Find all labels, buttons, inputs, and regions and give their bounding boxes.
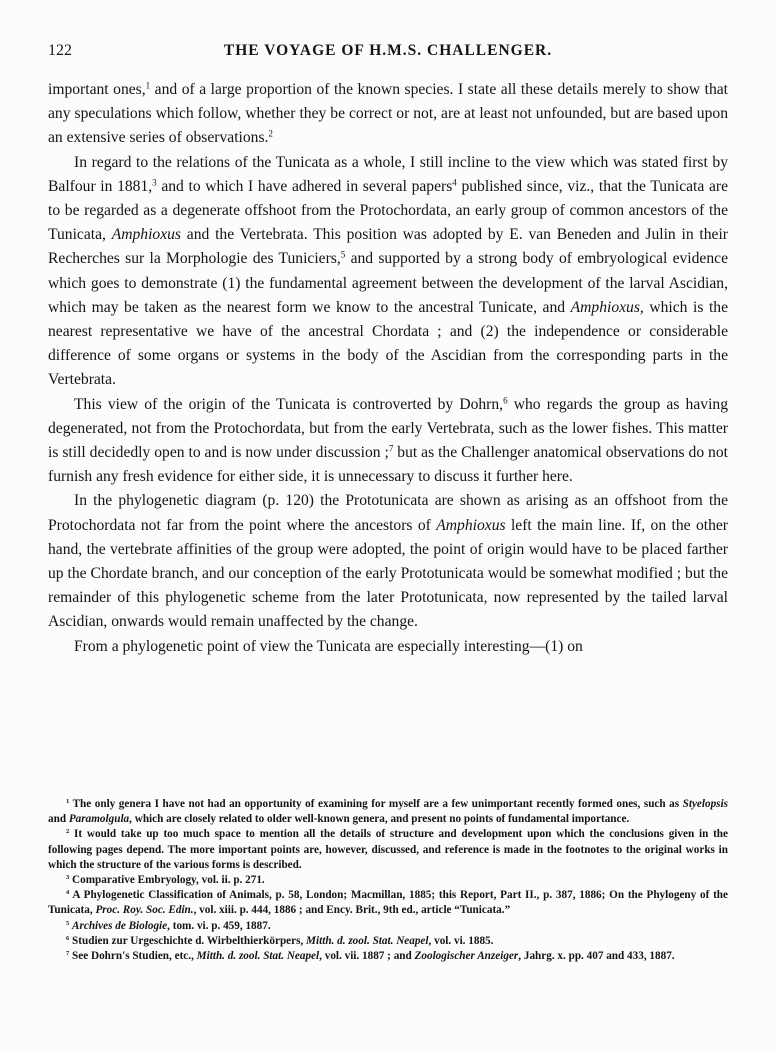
text-run: Comparative Embryology, vol. ii. p. 271. xyxy=(69,874,265,887)
text-run: and to which I have adhered in several papers xyxy=(156,177,453,195)
text-run: From a phylogenetic point of view the Tunicata are especially interesting—(1) on xyxy=(74,637,583,655)
text-run: In the phylogenetic diagram (p. 120) the Prototunicata are shown as arising as an offshoot from the Protochordata not far from the point where the ancestors of xyxy=(48,492,728,534)
text-run: and the Vertebrata. This position was adopted by E. van Beneden and Julin in their Recherches sur la Morphologie des Tuniciers, xyxy=(48,226,728,268)
main-text xyxy=(48,78,728,659)
note-marker: 5 xyxy=(66,919,70,927)
text-run: who regards the group as having degenerated, not from the Protochordata, but from the early Vertebrata, such as the lower fishes. This matter is still decidedly open to and is now under discussion ; xyxy=(48,395,728,462)
text-run: , Jahrg. x. pp. 407 and 433, 1887. xyxy=(518,950,675,963)
text-run: , vol. xiii. p. 444, 1886 ; and Ency. Brit., 9th ed., article “Tunicata.” xyxy=(193,904,511,917)
running-title: THE VOYAGE OF H.M.S. CHALLENGER. xyxy=(223,42,553,59)
paragraph xyxy=(48,635,728,659)
note-marker: 7 xyxy=(388,443,394,454)
text-run: In regard to the relations of the Tunicata as a whole, I still incline to the view which was stated first by Balfour in 1881, xyxy=(48,153,728,195)
note-marker: 1 xyxy=(66,797,70,805)
note-marker: 2 xyxy=(268,128,273,139)
text-run: A Phylogenetic Classification of Animals, p. 58, London; Macmillan, 1885; this Report, Part II., p. 387, 1886; On the Phylogeny of the Tunicata, xyxy=(48,889,728,917)
italic-text: Amphioxus, xyxy=(570,298,644,316)
text-run: , vol. vii. 1887 ; and xyxy=(319,950,415,963)
note-marker: 4 xyxy=(66,889,70,897)
footnote xyxy=(48,934,728,949)
italic-text: Amphioxus xyxy=(436,516,506,534)
footnote xyxy=(48,827,728,873)
italic-text: Mitth. d. zool. Stat. Neapel xyxy=(306,934,429,947)
italic-text: Styelopsis xyxy=(682,798,728,810)
text-run: and xyxy=(48,813,69,826)
note-marker: 4 xyxy=(452,177,457,188)
page-header xyxy=(48,42,728,66)
note-marker: 5 xyxy=(340,249,346,260)
text-run: left the main line. If, on the other hand, the vertebrate affinities of the group were adopted, the point of origin would have to be placed farther up the Chordate branch, and our conception of the early Prototunicata would be somewhat modified ; but the remainder of this phylogenetic scheme from the later Prototunicata, now represented by the tailed larval Ascidian, onwards would remain unaffected by the change. xyxy=(48,516,729,631)
text-run: It would take up too much space to mention all the details of structure and development upon which the conclusions given in the following pages depend. The more important points are, however, discussed, and reference is made in the footnotes to the original works in which the structure of the various forms is described. xyxy=(48,828,728,871)
note-marker: 1 xyxy=(145,80,151,91)
page-number: 122 xyxy=(48,42,72,59)
italic-text: Proc. Roy. Soc. Edin. xyxy=(95,904,194,917)
text-run: and of a large proportion of the known species. I state all these details merely to show that any speculations which follow, whether they be correct or not, are at least not unfounded, but are based upon an extensive series of observations. xyxy=(48,81,728,147)
paragraph xyxy=(48,151,728,393)
text-run: which is the nearest representative we have of the ancestral Chordata ; and (2) the independence or considerable difference of some organs or systems in the body of the Ascidian from the corresponding parts in the Vertebrata. xyxy=(48,298,728,389)
footnote xyxy=(48,949,728,964)
paragraph xyxy=(48,489,728,634)
italic-text: Archives de Biologie xyxy=(72,919,168,932)
footnote xyxy=(48,797,728,827)
paragraph xyxy=(48,78,728,151)
text-run: published since, viz., that the Tunicata are to be regarded as a degenerate offshoot from the Protochordata, an early group of common ancestors of the Tunicata, xyxy=(48,177,729,244)
paragraph xyxy=(48,393,728,490)
italic-text: Paramolgula xyxy=(68,813,130,826)
italic-text: Zoologischer Anzeiger xyxy=(414,950,519,963)
text-run: but as the Challenger anatomical observations do not furnish any fresh evidence for either side, it is unnecessary to discuss it further here. xyxy=(48,444,728,486)
italic-text: Amphioxus xyxy=(111,226,181,244)
text-run: Studien zur Urgeschichte d. Wirbelthierkörpers, xyxy=(69,934,307,947)
text-run: , which are closely related to older well-known genera, and present no points of fundamental importance. xyxy=(129,813,630,826)
note-marker: 6 xyxy=(66,934,70,942)
note-marker: 3 xyxy=(66,874,70,881)
text-run: The only genera I have not had an opportunity of examining for myself are a few unimportant recently formed ones, such as xyxy=(69,798,683,810)
footnote xyxy=(48,919,728,934)
italic-text: Mitth. d. zool. Stat. Neapel xyxy=(196,950,320,963)
note-marker: 6 xyxy=(503,395,508,406)
text-run: and supported by a strong body of embryological evidence which goes to demonstrate (1) the fundamental agreement between the development of the larval Ascidian, which may be taken as the nearest form we know to the ancestral Tunicate, and xyxy=(48,250,728,316)
footnote xyxy=(48,888,728,918)
note-marker: 7 xyxy=(66,950,70,958)
text-run: important ones, xyxy=(48,81,146,98)
text-run: , vol. vi. 1885. xyxy=(428,934,494,947)
text-run: This view of the origin of the Tunicata is controverted by Dohrn, xyxy=(74,395,504,413)
footnotes xyxy=(48,797,728,964)
text-run: , tom. vi. p. 459, 1887. xyxy=(167,919,271,932)
footnote xyxy=(48,873,728,888)
text-run: See Dohrn's Studien, etc., xyxy=(69,950,197,963)
note-marker: 3 xyxy=(152,177,157,188)
note-marker: 2 xyxy=(66,828,70,836)
